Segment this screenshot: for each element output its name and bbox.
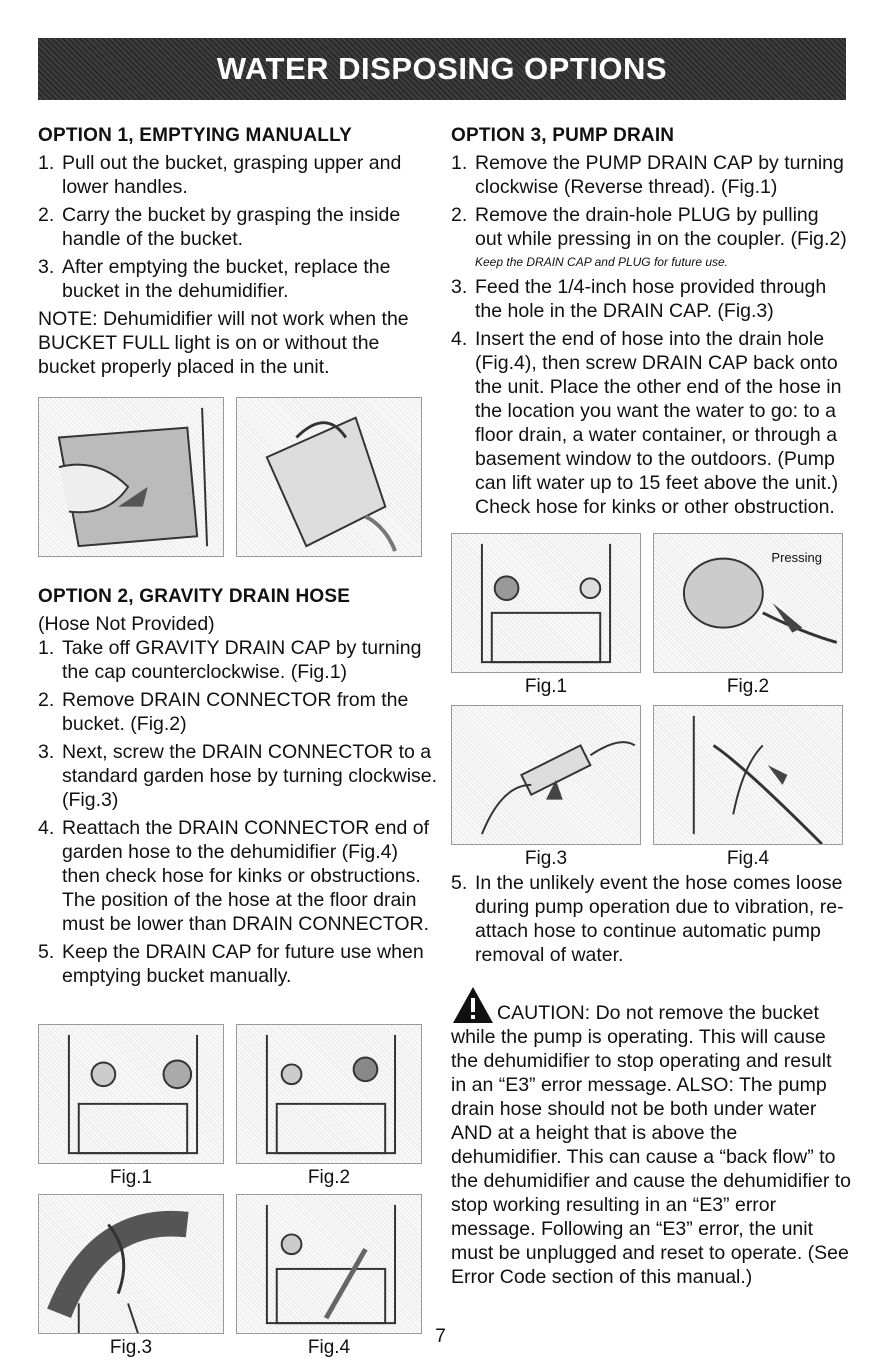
hose-feed-drawing	[452, 706, 640, 844]
list-item	[38, 740, 438, 812]
step-number: 5.	[451, 872, 468, 894]
page-number: 7	[435, 1326, 446, 1347]
list-item	[451, 203, 851, 251]
pump-cap-drawing	[452, 534, 640, 672]
figure-caption: Fig.3	[524, 848, 568, 869]
option3-steps-c	[451, 871, 851, 967]
option1-illustrations	[38, 397, 438, 557]
list-item	[38, 255, 438, 303]
pump-cap-illustration	[451, 533, 641, 673]
step-number: 4.	[451, 328, 468, 350]
list-item	[38, 203, 438, 251]
step-number: 2.	[38, 689, 55, 711]
step-text: Reattach the DRAIN CONNECTOR end of garden hose to the dehumidifier (Fig.4) then check hose for kinks or obstructions. The position of the hose at the floor drain must be lower than DRAIN CONNECTOR.	[62, 817, 430, 935]
pressing-label: Pressing	[771, 550, 822, 565]
option3-fig1	[451, 533, 641, 699]
step-number: 3.	[38, 256, 55, 278]
option2-heading: OPTION 2, GRAVITY DRAIN HOSE	[38, 586, 351, 607]
caution-paragraph	[451, 985, 851, 1289]
step-number: 2.	[451, 204, 468, 226]
bucket-removal-drawing	[39, 398, 223, 556]
garden-hose-illustration	[38, 1194, 224, 1334]
figure-caption: Fig.1	[524, 676, 568, 697]
option2-fig2	[236, 1024, 422, 1190]
option3-figures-top	[451, 533, 851, 699]
step-text: Keep the DRAIN CAP for future use when emptying bucket manually.	[62, 941, 424, 987]
bucket-carry-drawing	[237, 398, 421, 556]
option3-steps-b	[451, 275, 851, 519]
garden-hose-drawing	[39, 1195, 223, 1333]
list-item	[38, 688, 438, 736]
left-column	[38, 124, 438, 1360]
option2-subheading: (Hose Not Provided)	[38, 613, 215, 635]
step-text: Carry the bucket by grasping the inside handle of the bucket.	[62, 204, 401, 250]
section-banner	[38, 38, 846, 100]
drain-connector-drawing	[237, 1025, 421, 1163]
warning-triangle-icon	[451, 985, 495, 1025]
hose-insert-illustration	[653, 705, 843, 845]
list-item	[38, 636, 438, 684]
figure-caption: Fig.1	[109, 1167, 153, 1188]
step-text: Remove the PUMP DRAIN CAP by turning clockwise (Reverse thread). (Fig.1)	[475, 152, 844, 198]
figure-caption: Fig.4	[307, 1337, 351, 1358]
figure-caption: Fig.2	[307, 1167, 351, 1188]
option3-fig4	[653, 705, 843, 871]
step-text: Pull out the bucket, grasping upper and lower handles.	[62, 152, 402, 198]
option3-fig2	[653, 533, 843, 699]
step-number: 3.	[38, 741, 55, 763]
step-text: Remove DRAIN CONNECTOR from the bucket. (Fig.2)	[62, 689, 409, 735]
option2-steps	[38, 636, 438, 988]
step-text: Next, screw the DRAIN CONNECTOR to a standard garden hose by turning clockwise. (Fig.3)	[62, 741, 438, 811]
option3-steps-a	[451, 151, 851, 251]
list-item	[38, 940, 438, 988]
step-text: Insert the end of hose into the drain hole (Fig.4), then screw DRAIN CAP back onto the unit. Place the other end of the hose in the location you want the water to go: to a floor drain, a water container, or through a basement window to the outdoors. (Pump can lift water up to 15 feet above the unit.) Check hose for kinks or other obstruction.	[475, 328, 842, 518]
step-number: 1.	[38, 637, 55, 659]
option1-note: NOTE: Dehumidifier will not work when the BUCKET FULL light is on or without the bucket properly placed in the unit.	[38, 308, 409, 378]
step-text: Feed the 1/4-inch hose provided through the hole in the DRAIN CAP. (Fig.3)	[475, 276, 827, 322]
step-text: Take off GRAVITY DRAIN CAP by turning the cap counterclockwise. (Fig.1)	[62, 637, 422, 683]
hose-feed-illustration	[451, 705, 641, 845]
bucket-carry-illustration	[236, 397, 422, 557]
step-number: 4.	[38, 817, 55, 839]
drain-connector-illustration	[236, 1024, 422, 1164]
step-text: In the unlikely event the hose comes loose during pump operation due to vibration, re-attach hose to continue automatic pump removal of water.	[475, 872, 844, 966]
list-item	[451, 871, 851, 967]
figure-caption: Fig.3	[109, 1337, 153, 1358]
option1-steps	[38, 151, 438, 303]
hose-attached-drawing	[237, 1195, 421, 1333]
option3-figures-bottom	[451, 705, 851, 871]
list-item	[451, 275, 851, 323]
drain-plug-illustration	[653, 533, 843, 673]
step-number: 1.	[451, 152, 468, 174]
option3-fig3	[451, 705, 641, 871]
list-item	[38, 151, 438, 199]
option3-heading: OPTION 3, PUMP DRAIN	[451, 125, 675, 146]
option2-fig1	[38, 1024, 224, 1190]
option2-figures-top	[38, 1024, 438, 1190]
hose-insert-drawing	[654, 706, 842, 844]
drain-plug-drawing	[654, 534, 842, 672]
figure-caption: Fig.4	[726, 848, 770, 869]
gravity-cap-illustration	[38, 1024, 224, 1164]
bucket-removal-illustration	[38, 397, 224, 557]
list-item	[451, 327, 851, 519]
step-number: 2.	[38, 204, 55, 226]
option1-heading: OPTION 1, EMPTYING MANUALLY	[38, 125, 353, 146]
hose-attached-illustration	[236, 1194, 422, 1334]
list-item	[451, 151, 851, 199]
step-number: 1.	[38, 152, 55, 174]
step-text: After emptying the bucket, replace the bucket in the dehumidifier.	[62, 256, 391, 302]
step-number: 3.	[451, 276, 468, 298]
step-text: Remove the drain-hole PLUG by pulling out while pressing in on the coupler. (Fig.2)	[475, 204, 847, 250]
right-column	[451, 124, 851, 1289]
banner-title: WATER DISPOSING OPTIONS	[216, 51, 668, 86]
step-number: 5.	[38, 941, 55, 963]
figure-caption: Fig.2	[726, 676, 770, 697]
list-item	[38, 816, 438, 936]
keep-parts-note: Keep the DRAIN CAP and PLUG for future use.	[475, 255, 729, 269]
gravity-cap-drawing	[39, 1025, 223, 1163]
caution-text: CAUTION: Do not remove the bucket while the pump is operating. This will cause the dehumidifier to stop operating and result in an “E3” error message. ALSO: The pump drain hose should not be both under water AND at a height that is above the dehumidifier. This can cause a “back flow” to the dehumidifier and cause the dehumidifier to stop working resulting in an “E3” error message. Following an “E3” error, the unit must be unplugged and reset to operate. (See Error Code section of this manual.)	[451, 1002, 851, 1288]
